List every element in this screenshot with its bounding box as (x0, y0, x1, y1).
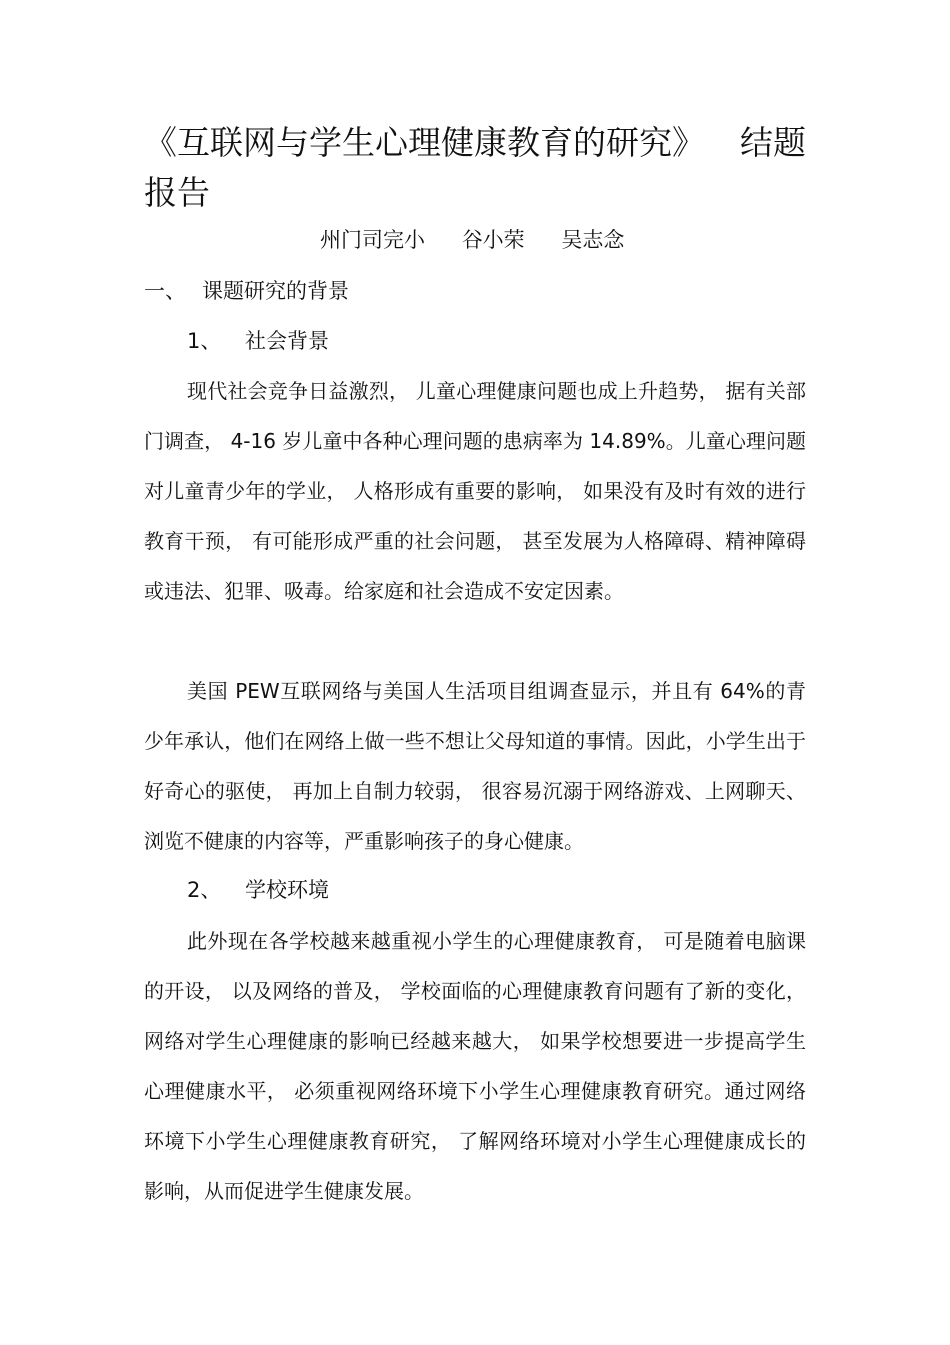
report-title (144, 118, 814, 212)
subsection-label: 学校环境 (245, 878, 329, 902)
section-number: 一、 (144, 279, 186, 303)
section-heading-1 (144, 273, 349, 309)
author-name-1: 谷小荣 (461, 228, 525, 252)
title-suffix: 结题 (740, 123, 806, 162)
paragraph-social-background: 现代社会竞争日益激烈， 儿童心理健康问题也成上升趋势， 据有关部门调查， 4-16 岁儿童中各种心理问题的患病率为 14.89%。儿童心理问题对儿童青少年的学业， 人格形成有重要的影响， 如果没有及时有效的进行教育干预， 有可能形成严重的社会问题， 甚至发展为人格障碍、精神障碍或违法、犯罪、吸毒。给家庭和社会造成不安定因素。 (144, 379, 806, 603)
paragraph-pew-survey: 美国 PEW互联网络与美国人生活项目组调查显示，并且有 64%的青少年承认，他们在网络上做一些不想让父母知道的事情。因此，小学生出于好奇心的驱使， 再加上自制力较弱， 很容易沉溺于网络游戏、上网聊天、浏览不健康的内容等，严重影响孩子的身心健康。 (144, 679, 806, 853)
paragraph-school-environment: 此外现在各学校越来越重视小学生的心理健康教育， 可是随着电脑课的开设， 以及网络的普及， 学校面临的心理健康教育问题有了新的变化，网络对学生心理健康的影响已经越来越大， 如果学校想要进一步提高学生心理健康水平， 必须重视网络环境下小学生心理健康教育研究。通过网络环境下小学生心理健康教育研究， 了解网络环境对小学生心理健康成长的影响，从而促进学生健康发展。 (144, 929, 806, 1203)
title-main: 《互联网与学生心理健康教育的研究》 (144, 123, 705, 162)
title-line2: 报告 (144, 173, 210, 212)
subsection-number: 1、 (187, 329, 222, 353)
subsection-number: 2、 (187, 878, 222, 902)
author-school: 州门司完小 (320, 228, 425, 252)
author-line (320, 222, 654, 258)
author-name-2: 吴志念 (561, 228, 625, 252)
section-label: 课题研究的背景 (202, 279, 349, 303)
subsection-label: 社会背景 (245, 329, 329, 353)
subsection-heading-1 (187, 323, 329, 359)
subsection-heading-2 (187, 872, 329, 908)
